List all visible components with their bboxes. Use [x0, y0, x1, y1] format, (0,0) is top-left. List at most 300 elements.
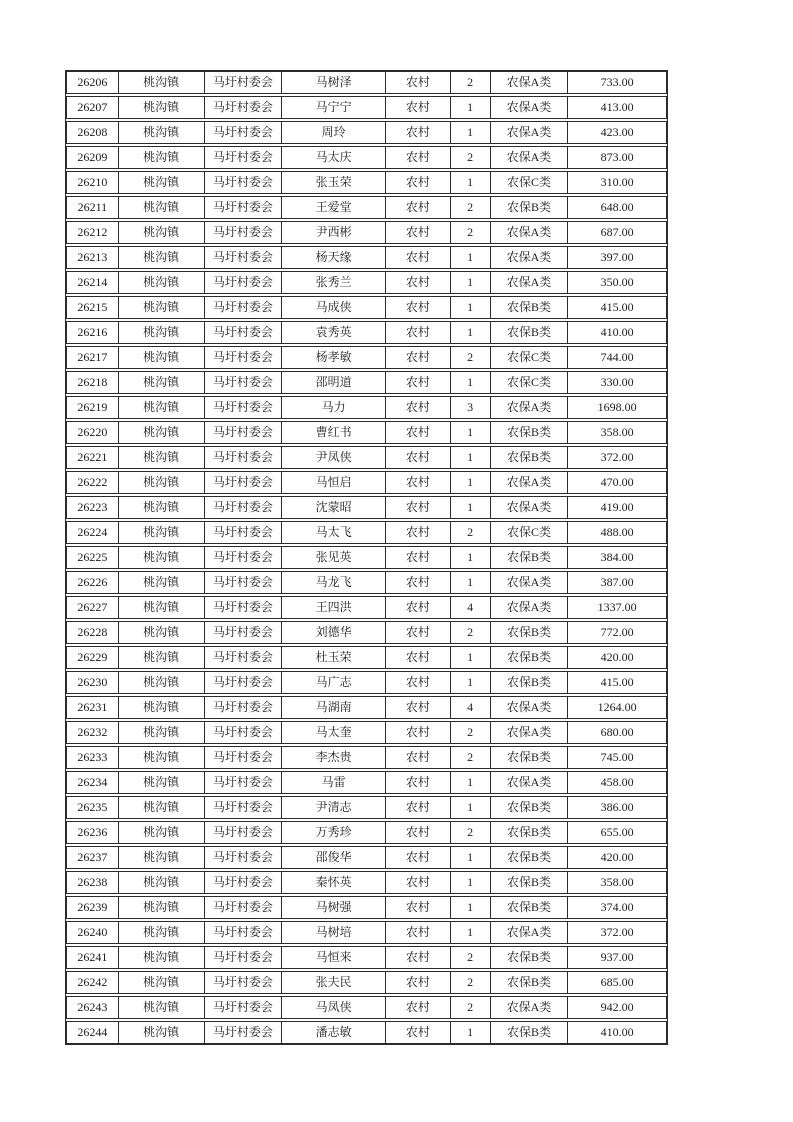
cell-person-name: 沈蒙昭: [282, 497, 386, 518]
cell-village-committee: 马圩村委会: [205, 822, 283, 843]
cell-serial-number: 26232: [67, 722, 119, 743]
cell-household-category: 农村: [386, 772, 451, 793]
cell-village-committee: 马圩村委会: [205, 847, 283, 868]
cell-person-count: 1: [451, 97, 491, 118]
cell-village-committee: 马圩村委会: [205, 72, 283, 93]
cell-person-name: 马太奎: [282, 722, 386, 743]
cell-insurance-type: 农保A类: [491, 722, 569, 743]
cell-household-category: 农村: [386, 297, 451, 318]
cell-serial-number: 26238: [67, 872, 119, 893]
benefit-table-rows: [66, 71, 667, 1044]
cell-person-name: 马树培: [282, 922, 386, 943]
cell-amount: 733.00: [600, 75, 634, 89]
cell-town: 桃沟镇: [119, 347, 205, 368]
cell-village-committee: 马圩村委会: [205, 997, 283, 1018]
cell-household-category: 农村: [386, 647, 451, 668]
cell-village-committee: 马圩村委会: [205, 422, 283, 443]
cell-household-category: 农村: [386, 272, 451, 293]
cell-household-category: 农村: [386, 997, 451, 1018]
cell-serial-number: 26211: [67, 197, 119, 218]
cell-insurance-type: 农保B类: [491, 297, 569, 318]
cell-insurance-type: 农保A类: [491, 97, 569, 118]
cell-insurance-type: 农保A类: [491, 122, 569, 143]
cell-insurance-type: 农保C类: [491, 172, 569, 193]
cell-person-name: 马龙飞: [282, 572, 386, 593]
cell-insurance-type: 农保A类: [491, 922, 569, 943]
table-row: [66, 246, 667, 269]
table-row: [66, 546, 667, 569]
cell-village-committee: 马圩村委会: [205, 922, 283, 943]
cell-person-name: 马雷: [282, 772, 386, 793]
cell-amount: 680.00: [600, 725, 634, 739]
cell-insurance-type: 农保A类: [491, 572, 569, 593]
cell-person-count: 1: [451, 797, 491, 818]
cell-amount: 415.00: [600, 300, 634, 314]
cell-serial-number: 26231: [67, 697, 119, 718]
cell-amount: 419.00: [600, 500, 634, 514]
cell-insurance-type: 农保A类: [491, 997, 569, 1018]
cell-person-count: 1: [451, 272, 491, 293]
cell-insurance-type: 农保A类: [491, 272, 569, 293]
cell-person-count: 2: [451, 147, 491, 168]
cell-village-committee: 马圩村委会: [205, 797, 283, 818]
cell-amount: 387.00: [600, 575, 634, 589]
cell-household-category: 农村: [386, 697, 451, 718]
cell-town: 桃沟镇: [119, 97, 205, 118]
cell-person-name: 潘志敏: [282, 1022, 386, 1043]
cell-household-category: 农村: [386, 972, 451, 993]
cell-serial-number: 26215: [67, 297, 119, 318]
cell-household-category: 农村: [386, 422, 451, 443]
cell-household-category: 农村: [386, 872, 451, 893]
cell-serial-number: 26214: [67, 272, 119, 293]
cell-insurance-type: 农保A类: [491, 472, 569, 493]
table-row: [66, 321, 667, 344]
cell-town: 桃沟镇: [119, 797, 205, 818]
cell-household-category: 农村: [386, 597, 451, 618]
cell-amount: 410.00: [600, 325, 634, 339]
cell-town: 桃沟镇: [119, 497, 205, 518]
cell-insurance-type: 农保A类: [491, 697, 569, 718]
table-row: [66, 496, 667, 519]
cell-town: 桃沟镇: [119, 147, 205, 168]
table-row: [66, 146, 667, 169]
cell-person-count: 1: [451, 872, 491, 893]
table-row: [66, 921, 667, 944]
cell-household-category: 农村: [386, 97, 451, 118]
cell-insurance-type: 农保A类: [491, 597, 569, 618]
cell-person-name: 马宁宁: [282, 97, 386, 118]
cell-person-name: 王四洪: [282, 597, 386, 618]
cell-town: 桃沟镇: [119, 672, 205, 693]
cell-person-name: 张玉荣: [282, 172, 386, 193]
cell-village-committee: 马圩村委会: [205, 772, 283, 793]
cell-town: 桃沟镇: [119, 397, 205, 418]
cell-amount: 330.00: [600, 375, 634, 389]
cell-serial-number: 26241: [67, 947, 119, 968]
cell-amount: 372.00: [600, 450, 634, 464]
cell-household-category: 农村: [386, 372, 451, 393]
table-row: [66, 396, 667, 419]
table-row: [66, 621, 667, 644]
cell-amount: 413.00: [600, 100, 634, 114]
cell-household-category: 农村: [386, 147, 451, 168]
cell-town: 桃沟镇: [119, 922, 205, 943]
table-row: [66, 221, 667, 244]
cell-town: 桃沟镇: [119, 447, 205, 468]
cell-person-name: 秦怀英: [282, 872, 386, 893]
table-row: [66, 96, 667, 119]
table-row: [66, 746, 667, 769]
table-row: [66, 296, 667, 319]
cell-serial-number: 26227: [67, 597, 119, 618]
cell-village-committee: 马圩村委会: [205, 372, 283, 393]
cell-amount: 358.00: [600, 875, 634, 889]
cell-serial-number: 26210: [67, 172, 119, 193]
cell-serial-number: 26217: [67, 347, 119, 368]
table-row: [66, 346, 667, 369]
cell-insurance-type: 农保B类: [491, 897, 569, 918]
cell-amount: 410.00: [600, 1025, 634, 1039]
cell-insurance-type: 农保A类: [491, 247, 569, 268]
cell-town: 桃沟镇: [119, 747, 205, 768]
cell-household-category: 农村: [386, 947, 451, 968]
cell-village-committee: 马圩村委会: [205, 897, 283, 918]
cell-person-count: 2: [451, 622, 491, 643]
cell-town: 桃沟镇: [119, 622, 205, 643]
cell-person-count: 1: [451, 547, 491, 568]
table-row: [66, 771, 667, 794]
cell-village-committee: 马圩村委会: [205, 522, 283, 543]
cell-person-name: 杨孝敏: [282, 347, 386, 368]
cell-person-count: 1: [451, 847, 491, 868]
cell-amount: 648.00: [600, 200, 634, 214]
table-row: [66, 696, 667, 719]
cell-insurance-type: 农保C类: [491, 522, 569, 543]
cell-town: 桃沟镇: [119, 372, 205, 393]
cell-town: 桃沟镇: [119, 697, 205, 718]
table-row: [66, 596, 667, 619]
table-row: [66, 821, 667, 844]
cell-village-committee: 马圩村委会: [205, 322, 283, 343]
cell-town: 桃沟镇: [119, 1022, 205, 1043]
cell-person-count: 1: [451, 672, 491, 693]
cell-serial-number: 26225: [67, 547, 119, 568]
cell-person-name: 万秀珍: [282, 822, 386, 843]
cell-person-name: 邵明道: [282, 372, 386, 393]
cell-amount: 423.00: [600, 125, 634, 139]
cell-person-name: 李杰贵: [282, 747, 386, 768]
cell-amount: 458.00: [600, 775, 634, 789]
table-row: [66, 896, 667, 919]
cell-household-category: 农村: [386, 672, 451, 693]
cell-serial-number: 26212: [67, 222, 119, 243]
table-row: [66, 196, 667, 219]
cell-town: 桃沟镇: [119, 772, 205, 793]
cell-amount: 687.00: [600, 225, 634, 239]
cell-person-count: 1: [451, 447, 491, 468]
table-row: [66, 946, 667, 969]
cell-village-committee: 马圩村委会: [205, 97, 283, 118]
cell-person-name: 杜玉荣: [282, 647, 386, 668]
cell-insurance-type: 农保C类: [491, 372, 569, 393]
cell-household-category: 农村: [386, 797, 451, 818]
cell-serial-number: 26221: [67, 447, 119, 468]
cell-insurance-type: 农保B类: [491, 647, 569, 668]
cell-household-category: 农村: [386, 222, 451, 243]
cell-village-committee: 马圩村委会: [205, 747, 283, 768]
cell-household-category: 农村: [386, 497, 451, 518]
cell-amount: 310.00: [600, 175, 634, 189]
cell-amount: 937.00: [600, 950, 634, 964]
cell-person-count: 1: [451, 772, 491, 793]
table-row: [66, 521, 667, 544]
cell-amount: 745.00: [600, 750, 634, 764]
table-row: [66, 971, 667, 994]
cell-amount: 384.00: [600, 550, 634, 564]
cell-person-count: 4: [451, 697, 491, 718]
cell-town: 桃沟镇: [119, 847, 205, 868]
cell-village-committee: 马圩村委会: [205, 147, 283, 168]
table-row: [66, 471, 667, 494]
cell-person-count: 1: [451, 172, 491, 193]
cell-amount: 420.00: [600, 850, 634, 864]
cell-person-name: 尹清志: [282, 797, 386, 818]
cell-town: 桃沟镇: [119, 822, 205, 843]
cell-village-committee: 马圩村委会: [205, 247, 283, 268]
cell-person-name: 张秀兰: [282, 272, 386, 293]
table-row: [66, 571, 667, 594]
cell-town: 桃沟镇: [119, 322, 205, 343]
cell-household-category: 农村: [386, 522, 451, 543]
table-row: [66, 671, 667, 694]
cell-serial-number: 26223: [67, 497, 119, 518]
cell-household-category: 农村: [386, 722, 451, 743]
cell-town: 桃沟镇: [119, 172, 205, 193]
cell-insurance-type: 农保A类: [491, 147, 569, 168]
table-row: [66, 171, 667, 194]
cell-person-name: 尹凤侠: [282, 447, 386, 468]
table-row: [66, 721, 667, 744]
cell-village-committee: 马圩村委会: [205, 672, 283, 693]
cell-village-committee: 马圩村委会: [205, 872, 283, 893]
cell-serial-number: 26226: [67, 572, 119, 593]
cell-household-category: 农村: [386, 172, 451, 193]
table-row: [66, 271, 667, 294]
cell-person-name: 邵俊华: [282, 847, 386, 868]
cell-insurance-type: 农保B类: [491, 797, 569, 818]
cell-village-committee: 马圩村委会: [205, 197, 283, 218]
cell-household-category: 农村: [386, 547, 451, 568]
cell-amount: 942.00: [600, 1000, 634, 1014]
cell-serial-number: 26244: [67, 1022, 119, 1043]
cell-serial-number: 26234: [67, 772, 119, 793]
cell-village-committee: 马圩村委会: [205, 472, 283, 493]
cell-insurance-type: 农保C类: [491, 347, 569, 368]
cell-person-name: 杨天缘: [282, 247, 386, 268]
cell-person-count: 2: [451, 747, 491, 768]
cell-serial-number: 26213: [67, 247, 119, 268]
cell-person-count: 1: [451, 922, 491, 943]
cell-person-name: 马凤侠: [282, 997, 386, 1018]
cell-person-name: 马太飞: [282, 522, 386, 543]
cell-person-count: 2: [451, 347, 491, 368]
cell-person-name: 周玲: [282, 122, 386, 143]
cell-insurance-type: 农保A类: [491, 397, 569, 418]
cell-town: 桃沟镇: [119, 897, 205, 918]
cell-person-name: 马恒启: [282, 472, 386, 493]
cell-serial-number: 26218: [67, 372, 119, 393]
cell-person-count: 1: [451, 297, 491, 318]
table-row: [66, 446, 667, 469]
cell-serial-number: 26237: [67, 847, 119, 868]
cell-person-count: 1: [451, 572, 491, 593]
cell-insurance-type: 农保B类: [491, 547, 569, 568]
cell-serial-number: 26220: [67, 422, 119, 443]
table-row: [66, 871, 667, 894]
cell-household-category: 农村: [386, 922, 451, 943]
cell-household-category: 农村: [386, 247, 451, 268]
cell-village-committee: 马圩村委会: [205, 497, 283, 518]
cell-amount: 873.00: [600, 150, 634, 164]
cell-person-count: 1: [451, 897, 491, 918]
cell-household-category: 农村: [386, 322, 451, 343]
cell-town: 桃沟镇: [119, 947, 205, 968]
cell-amount: 772.00: [600, 625, 634, 639]
cell-person-count: 1: [451, 647, 491, 668]
cell-insurance-type: 农保B类: [491, 322, 569, 343]
cell-person-count: 1: [451, 472, 491, 493]
cell-village-committee: 马圩村委会: [205, 547, 283, 568]
cell-insurance-type: 农保B类: [491, 447, 569, 468]
cell-household-category: 农村: [386, 72, 451, 93]
cell-serial-number: 26219: [67, 397, 119, 418]
cell-amount: 1698.00: [597, 400, 637, 414]
cell-insurance-type: 农保B类: [491, 872, 569, 893]
cell-person-count: 2: [451, 722, 491, 743]
cell-town: 桃沟镇: [119, 522, 205, 543]
cell-town: 桃沟镇: [119, 247, 205, 268]
cell-town: 桃沟镇: [119, 722, 205, 743]
cell-amount: 397.00: [600, 250, 634, 264]
cell-village-committee: 马圩村委会: [205, 297, 283, 318]
cell-serial-number: 26209: [67, 147, 119, 168]
cell-village-committee: 马圩村委会: [205, 222, 283, 243]
cell-serial-number: 26240: [67, 922, 119, 943]
cell-village-committee: 马圩村委会: [205, 597, 283, 618]
cell-village-committee: 马圩村委会: [205, 947, 283, 968]
cell-town: 桃沟镇: [119, 297, 205, 318]
cell-village-committee: 马圩村委会: [205, 722, 283, 743]
table-row: [66, 71, 667, 94]
table-row: [66, 1021, 667, 1044]
cell-person-count: 2: [451, 947, 491, 968]
cell-person-name: 张夫民: [282, 972, 386, 993]
cell-person-count: 3: [451, 397, 491, 418]
cell-household-category: 农村: [386, 622, 451, 643]
cell-person-count: 2: [451, 72, 491, 93]
cell-person-count: 2: [451, 522, 491, 543]
cell-household-category: 农村: [386, 847, 451, 868]
cell-insurance-type: 农保A类: [491, 772, 569, 793]
cell-person-count: 2: [451, 222, 491, 243]
cell-household-category: 农村: [386, 747, 451, 768]
cell-insurance-type: 农保A类: [491, 497, 569, 518]
cell-amount: 470.00: [600, 475, 634, 489]
cell-household-category: 农村: [386, 347, 451, 368]
cell-village-committee: 马圩村委会: [205, 447, 283, 468]
cell-amount: 1337.00: [597, 600, 637, 614]
cell-household-category: 农村: [386, 472, 451, 493]
cell-person-name: 马成侠: [282, 297, 386, 318]
cell-serial-number: 26206: [67, 72, 119, 93]
cell-village-committee: 马圩村委会: [205, 172, 283, 193]
cell-person-name: 王爱堂: [282, 197, 386, 218]
cell-amount: 744.00: [600, 350, 634, 364]
cell-person-count: 2: [451, 972, 491, 993]
cell-town: 桃沟镇: [119, 122, 205, 143]
cell-household-category: 农村: [386, 822, 451, 843]
table-row: [66, 796, 667, 819]
cell-serial-number: 26243: [67, 997, 119, 1018]
cell-person-name: 马力: [282, 397, 386, 418]
cell-town: 桃沟镇: [119, 422, 205, 443]
table-row: [66, 121, 667, 144]
cell-village-committee: 马圩村委会: [205, 622, 283, 643]
cell-person-count: 1: [451, 247, 491, 268]
cell-village-committee: 马圩村委会: [205, 572, 283, 593]
cell-person-count: 1: [451, 422, 491, 443]
cell-serial-number: 26207: [67, 97, 119, 118]
cell-insurance-type: 农保B类: [491, 822, 569, 843]
cell-person-name: 马树泽: [282, 72, 386, 93]
cell-person-count: 2: [451, 997, 491, 1018]
cell-person-name: 马恒来: [282, 947, 386, 968]
cell-person-name: 马太庆: [282, 147, 386, 168]
cell-serial-number: 26242: [67, 972, 119, 993]
cell-person-count: 2: [451, 197, 491, 218]
cell-amount: 350.00: [600, 275, 634, 289]
cell-serial-number: 26239: [67, 897, 119, 918]
cell-village-committee: 马圩村委会: [205, 397, 283, 418]
cell-insurance-type: 农保B类: [491, 947, 569, 968]
cell-person-count: 1: [451, 372, 491, 393]
cell-town: 桃沟镇: [119, 222, 205, 243]
cell-town: 桃沟镇: [119, 872, 205, 893]
cell-person-name: 曹红书: [282, 422, 386, 443]
cell-person-count: 1: [451, 122, 491, 143]
cell-town: 桃沟镇: [119, 647, 205, 668]
cell-town: 桃沟镇: [119, 572, 205, 593]
cell-insurance-type: 农保A类: [491, 72, 569, 93]
cell-person-count: 4: [451, 597, 491, 618]
cell-serial-number: 26233: [67, 747, 119, 768]
cell-insurance-type: 农保B类: [491, 672, 569, 693]
table-row: [66, 646, 667, 669]
cell-village-committee: 马圩村委会: [205, 647, 283, 668]
cell-serial-number: 26236: [67, 822, 119, 843]
cell-serial-number: 26224: [67, 522, 119, 543]
cell-insurance-type: 农保B类: [491, 197, 569, 218]
cell-insurance-type: 农保B类: [491, 972, 569, 993]
cell-serial-number: 26222: [67, 472, 119, 493]
cell-serial-number: 26229: [67, 647, 119, 668]
cell-town: 桃沟镇: [119, 472, 205, 493]
cell-person-count: 1: [451, 497, 491, 518]
cell-insurance-type: 农保B类: [491, 747, 569, 768]
cell-person-name: 袁秀英: [282, 322, 386, 343]
cell-household-category: 农村: [386, 197, 451, 218]
